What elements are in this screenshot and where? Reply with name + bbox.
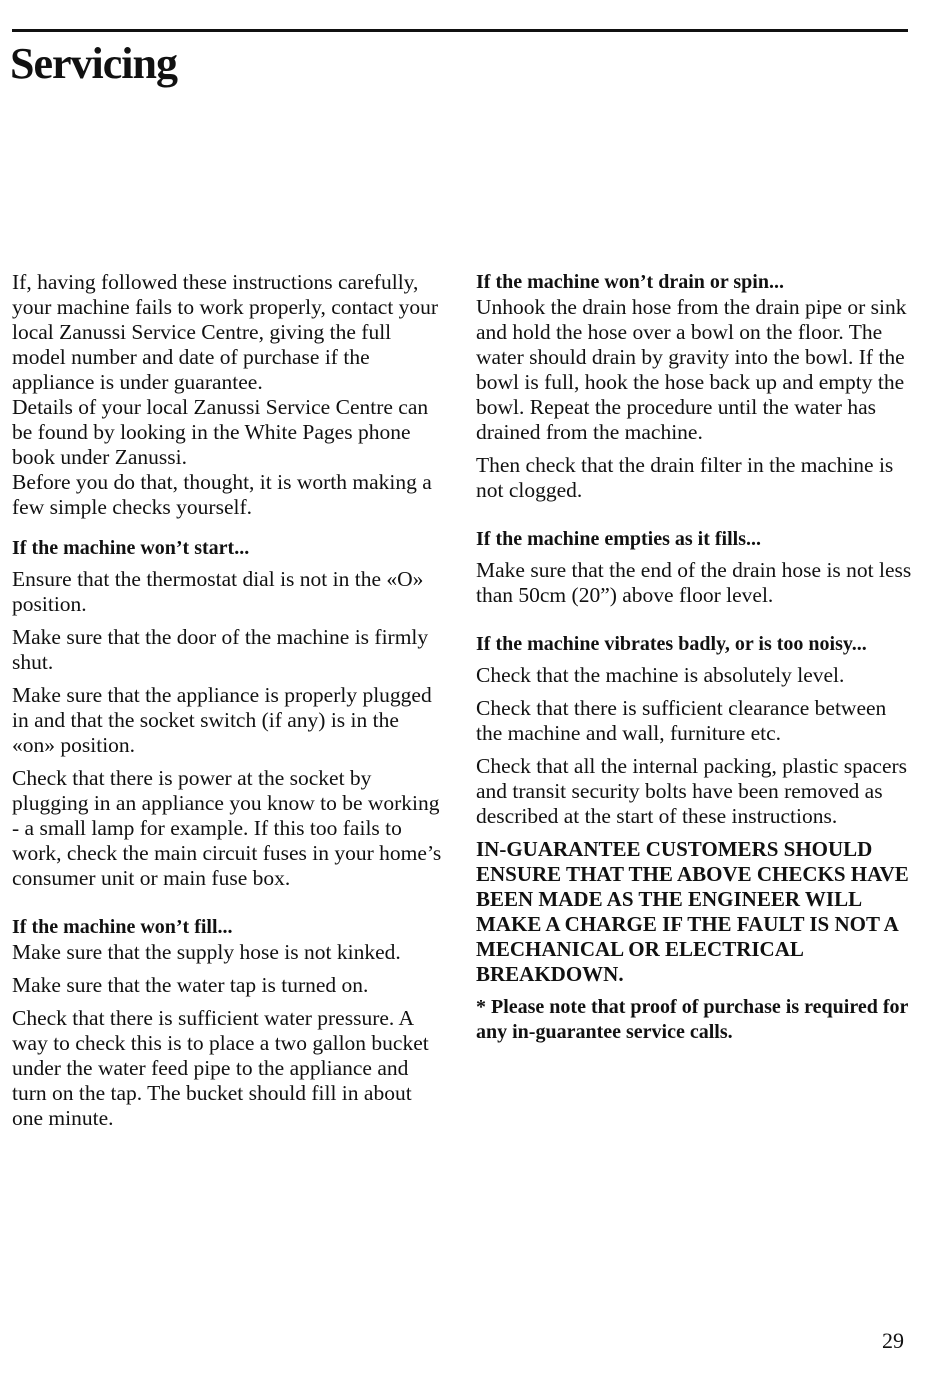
left-column [12,270,444,1139]
section-item: Check that the machine is absolutely level. [476,663,845,687]
section-item: Unhook the drain hose from the drain pipe or sink and hold the hose over a bowl on the floor. The water should drain by gravity into the bowl. If the bowl is full, hook the hose back up and empty the bowl. Repeat the procedure until the water has drained from the machine. [476,295,907,444]
intro-paragraph: Before you do that, thought, it is worth making a few simple checks yourself. [12,470,432,519]
right-column [476,270,912,1053]
section-item: Make sure that the supply hose is not kinked. [12,940,401,964]
header-rule [12,29,908,32]
section-heading-empties: If the machine empties as it fills... [476,528,761,550]
section-heading-vibrates: If the machine vibrates badly, or is too noisy... [476,633,867,655]
intro-paragraph: If, having followed these instructions carefully, your machine fails to work properly, contact your local Zanussi Service Centre, giving the full model number and date of purchase if the appliance is under guarantee. [12,270,439,394]
section-item: Check that there is sufficient water pressure. A way to check this is to place a two gallon bucket under the water feed pipe to the appliance and turn on the tap. The bucket should fill in about one minute. [12,1006,429,1130]
section-item: Make sure that the appliance is properly plugged in and that the socket switch (if any) is in the «on» position. [12,683,432,757]
section-item: Check that all the internal packing, plastic spacers and transit security bolts have been removed as described at the start of these instructions. [476,754,908,828]
guarantee-warning: IN-GUARANTEE CUSTOMERS SHOULD ENSURE THAT THE ABOVE CHECKS HAVE BEEN MADE AS THE ENGINEER WILL MAKE A CHARGE IF THE FAULT IS NOT A MECHANICAL OR ELECTRICAL BREAKDOWN. [476,837,909,986]
page-number: 29 [882,1328,904,1353]
section-heading-wont-fill: If the machine won’t fill... [12,916,233,938]
intro-paragraph: Details of your local Zanussi Service Centre can be found by looking in the White Pages phone book under Zanussi. [12,395,429,469]
section-item: Ensure that the thermostat dial is not in the «O» position. [12,567,424,616]
section-heading-wont-drain: If the machine won’t drain or spin... [476,271,784,293]
section-item: Make sure that the door of the machine is firmly shut. [12,625,429,674]
section-item: Check that there is sufficient clearance between the machine and wall, furniture etc. [476,696,887,745]
section-item: Check that there is power at the socket by plugging in an appliance you know to be working - a small lamp for example. If this too fails to work, check the main circuit fuses in your home’s consumer unit or main fuse box. [12,766,442,890]
section-heading-wont-start: If the machine won’t start... [12,537,250,559]
section-item: Make sure that the water tap is turned on. [12,973,369,997]
section-item: Then check that the drain filter in the machine is not clogged. [476,453,894,502]
page-title: Servicing [10,39,177,88]
section-item: Make sure that the end of the drain hose is not less than 50cm (20”) above floor level. [476,558,912,607]
proof-of-purchase-note: * Please note that proof of purchase is required for any in-guarantee service calls. [476,996,909,1043]
